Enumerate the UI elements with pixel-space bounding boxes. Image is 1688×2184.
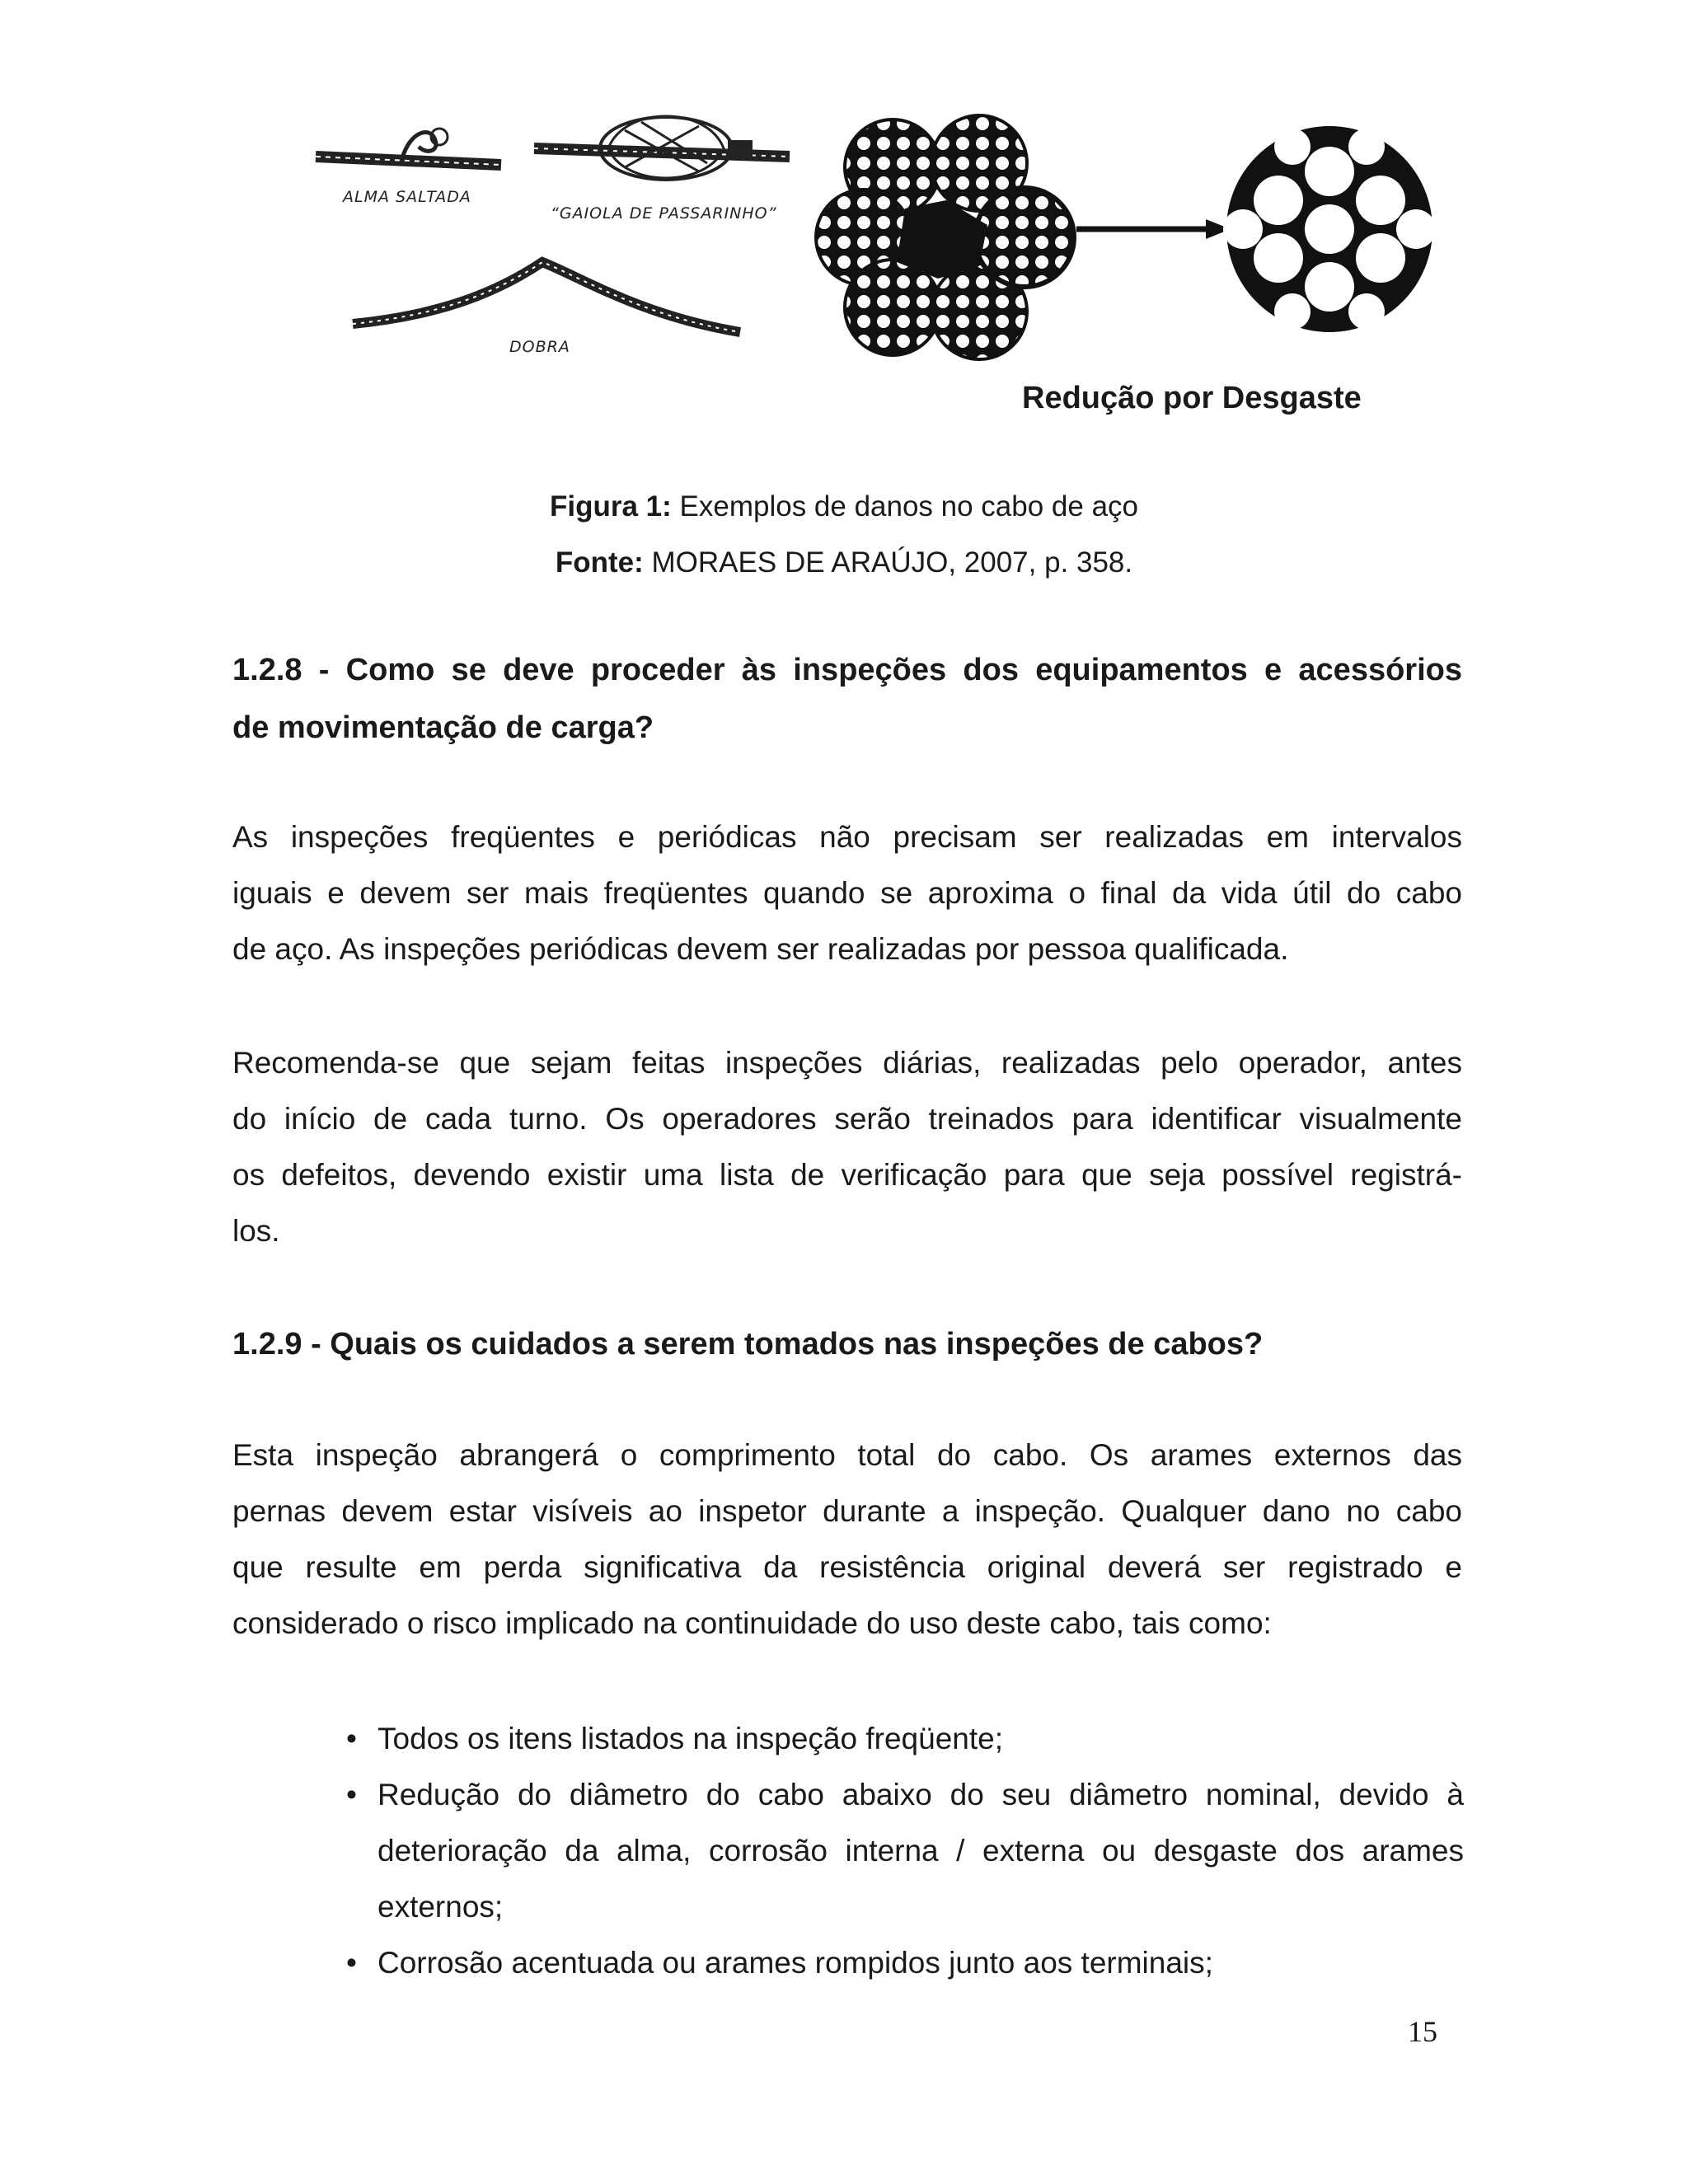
rope-damage-drawings xyxy=(312,89,798,365)
paragraph-line: iguais e devem ser mais freqüentes quando se aproxima o final da vida útil do cabo xyxy=(232,876,1462,910)
paragraph-line: do início de cada turno. Os operadores serão treinados para identificar visualmente xyxy=(232,1102,1462,1136)
section-129-paragraph xyxy=(232,1427,1462,1652)
arrow-icon xyxy=(1076,219,1231,239)
list-item-text: Redução do diâmetro do cabo abaixo do seu diâmetro nominal, devido à deterioração da alma, corrosão interna / externa ou desgaste dos arames externos; xyxy=(377,1778,1464,1924)
paragraph-line: pernas devem estar visíveis ao inspetor durante a inspeção. Qualquer dano no cabo xyxy=(232,1494,1462,1528)
paragraph-line: Esta inspeção abrangerá o comprimento total do cabo. Os arames externos das xyxy=(232,1438,1462,1472)
wear-reduction-drawing xyxy=(814,114,1474,361)
cross-section-illustration xyxy=(814,114,1474,361)
section-129-heading: 1.2.9 - Quais os cuidados a serem tomados nas inspeções de cabos? xyxy=(232,1327,1264,1361)
list-item-text: Todos os itens listados na inspeção freqüente; xyxy=(377,1722,1003,1755)
list-item-text: Corrosão acentuada ou arames rompidos junto aos terminais; xyxy=(377,1946,1213,1980)
paragraph-line: Recomenda-se que sejam feitas inspeções diárias, realizadas pelo operador, antes xyxy=(232,1046,1462,1080)
section-128-paragraph-1 xyxy=(232,809,1462,977)
alma-saltada-rope xyxy=(316,129,501,165)
section-128-heading xyxy=(232,641,1462,757)
list-item xyxy=(346,1935,1464,1991)
dobra-rope xyxy=(353,262,740,332)
bullet-icon: • xyxy=(346,1722,357,1755)
rope-cross-section xyxy=(816,115,1074,359)
gaiola-rope xyxy=(534,116,790,180)
figure-source-text: MORAES DE ARAÚJO, 2007, p. 358. xyxy=(651,546,1133,579)
page-number: 15 xyxy=(1408,2015,1437,2048)
label-dobra: DOBRA xyxy=(509,338,570,356)
paragraph-line: os defeitos, devendo existir uma lista de verificação para que seja possível registrá- xyxy=(232,1158,1462,1192)
figure-caption-text: Exemplos de danos no cabo de aço xyxy=(679,490,1139,523)
paragraph-line: considerado o risco implicado na continuidade do uso deste cabo, tais como: xyxy=(232,1606,1272,1640)
list-item xyxy=(346,1767,1464,1935)
bullet-icon: • xyxy=(346,1946,357,1980)
figure-source-label: Fonte: xyxy=(555,546,644,579)
paragraph-line: de aço. As inspeções periódicas devem ser realizadas por pessoa qualificada. xyxy=(232,932,1289,966)
label-alma-saltada: ALMA SALTADA xyxy=(343,188,471,206)
label-gaiola: “GAIOLA DE PASSARINHO” xyxy=(551,204,777,223)
section-128-heading-line2: de movimentação de carga? xyxy=(232,710,654,745)
figure-source xyxy=(0,546,1688,579)
section-128-paragraph-2 xyxy=(232,1035,1462,1259)
damage-illustrations xyxy=(312,89,798,365)
figure-caption-label: Figura 1: xyxy=(549,490,672,523)
paragraph-line: los. xyxy=(232,1214,280,1248)
list-item xyxy=(346,1711,1464,1767)
wear-reduction-caption: Redução por Desgaste xyxy=(1022,381,1362,415)
figure-caption xyxy=(0,490,1688,523)
bullet-icon: • xyxy=(346,1778,357,1811)
inspection-bullet-list xyxy=(346,1711,1464,1991)
worn-strand-detail xyxy=(1223,126,1436,332)
paragraph-line: que resulte em perda significativa da resistência original deverá ser registrado e xyxy=(232,1550,1462,1584)
paragraph-line: As inspeções freqüentes e periódicas não precisam ser realizadas em intervalos xyxy=(232,820,1462,854)
section-128-heading-line1: 1.2.8 - Como se deve proceder às inspeções dos equipamentos e acessórios xyxy=(232,653,1462,687)
